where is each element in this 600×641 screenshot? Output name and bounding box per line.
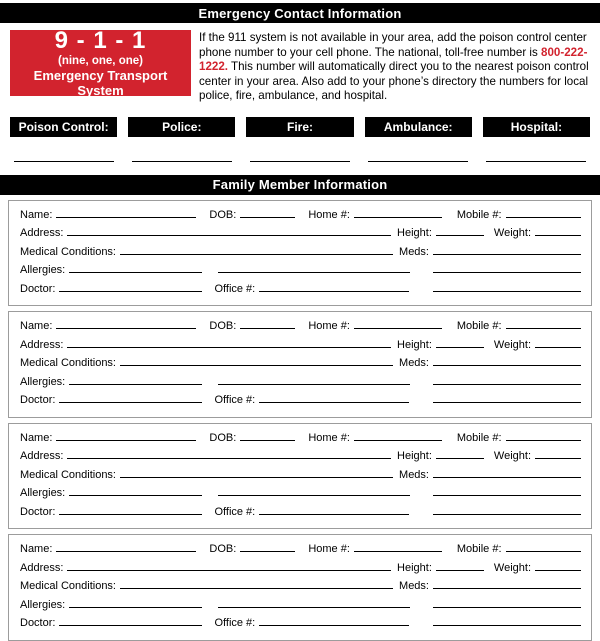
- dob-label: DOB:: [209, 208, 237, 221]
- home-phone-field-line[interactable]: [354, 440, 442, 441]
- emergency-number-phonetic: (nine, one, one): [58, 55, 143, 67]
- member-row-medical: [20, 577, 581, 596]
- address-label: Address:: [20, 450, 64, 463]
- medical-conditions-field-line[interactable]: [120, 254, 393, 255]
- home-phone-label: Home #:: [308, 208, 350, 221]
- intro-text-after: This number will automatically direct you to the nearest poison control center in your area. Also add to your phone’s directory the numbers for local police, fire, ambulance, and hospital.: [199, 60, 589, 103]
- family-member-card: [8, 423, 592, 530]
- member-row-address: [20, 559, 581, 578]
- name-field-line[interactable]: [56, 328, 196, 329]
- allergies-field-line[interactable]: [69, 272, 202, 273]
- contact-label-fire: Fire:: [246, 117, 353, 137]
- doctor-label: Doctor:: [20, 394, 56, 407]
- contact-label-police: Police:: [128, 117, 235, 137]
- contact-line-cell-ambulance: [365, 161, 472, 162]
- medical-conditions-field-line[interactable]: [120, 588, 393, 589]
- doctor-label: Doctor:: [20, 282, 56, 295]
- dob-label: DOB:: [209, 543, 237, 556]
- name-field-line[interactable]: [56, 551, 196, 552]
- member-row-address: [20, 224, 581, 243]
- height-label: Height:: [397, 227, 432, 240]
- contact-label-poison-control: Poison Control:: [10, 117, 117, 137]
- allergies-label: Allergies:: [20, 487, 66, 500]
- member-row-identity: [20, 206, 581, 225]
- intro-section: [10, 27, 590, 104]
- allergies-extra-field-line[interactable]: [218, 272, 410, 273]
- member-row-medical: [20, 354, 581, 373]
- name-label: Name:: [20, 208, 53, 221]
- contact-line-cell-fire: [246, 161, 353, 162]
- office-phone-label: Office #:: [214, 282, 256, 295]
- mobile-phone-label: Mobile #:: [456, 431, 502, 444]
- address-label: Address:: [20, 338, 64, 351]
- intro-text-before: If the 911 system is not available in your area, add the poison control center phone number to your cell phone. The national, toll-free number is: [199, 31, 587, 59]
- family-member-card: [8, 200, 592, 307]
- medical-conditions-field-line[interactable]: [120, 477, 393, 478]
- office-phone-label: Office #:: [214, 505, 256, 518]
- member-row-medical: [20, 466, 581, 485]
- meds-extra-field-line[interactable]: [433, 607, 581, 608]
- allergies-label: Allergies:: [20, 264, 66, 277]
- weight-label: Weight:: [493, 450, 531, 463]
- meds-label: Meds:: [399, 245, 429, 258]
- family-section-title-text: Family Member Information: [212, 177, 388, 193]
- allergies-extra-field-line[interactable]: [218, 384, 410, 385]
- address-label: Address:: [20, 561, 64, 574]
- office-phone-field-line[interactable]: [259, 402, 409, 403]
- name-label: Name:: [20, 431, 53, 444]
- contact-blank-line-hospital[interactable]: [486, 161, 586, 162]
- meds-field-line[interactable]: [433, 477, 581, 478]
- address-field-line[interactable]: [67, 347, 391, 348]
- mobile-phone-label: Mobile #:: [456, 320, 502, 333]
- member-row-medical: [20, 243, 581, 262]
- meds-field-line[interactable]: [433, 254, 581, 255]
- weight-label: Weight:: [493, 338, 531, 351]
- allergies-extra-field-line[interactable]: [218, 495, 410, 496]
- height-field-line[interactable]: [436, 235, 484, 236]
- contact-blank-line-fire[interactable]: [250, 161, 350, 162]
- doctor-field-line[interactable]: [59, 291, 202, 292]
- emergency-number: 9 - 1 - 1: [54, 27, 147, 54]
- contact-blank-line-police[interactable]: [132, 161, 232, 162]
- mobile-phone-field-line[interactable]: [506, 328, 581, 329]
- meds-extra-field-line[interactable]: [433, 272, 581, 273]
- meds-extra-field-line-2[interactable]: [433, 514, 581, 515]
- contact-blank-line-ambulance[interactable]: [368, 161, 468, 162]
- address-field-line[interactable]: [67, 235, 391, 236]
- mobile-phone-field-line[interactable]: [506, 440, 581, 441]
- contact-line-cell-hospital: [483, 161, 590, 162]
- home-phone-label: Home #:: [308, 431, 350, 444]
- family-member-card: [8, 311, 592, 418]
- meds-extra-field-line-2[interactable]: [433, 291, 581, 292]
- meds-extra-field-line[interactable]: [433, 384, 581, 385]
- intro-paragraph: [199, 30, 590, 104]
- contact-label-hospital: Hospital:: [483, 117, 590, 137]
- medical-conditions-label: Medical Conditions:: [20, 468, 116, 481]
- member-row-allergies: [20, 484, 581, 503]
- member-row-allergies: [20, 596, 581, 615]
- home-phone-field-line[interactable]: [354, 551, 442, 552]
- allergies-extra-field-line[interactable]: [218, 607, 410, 608]
- weight-field-line[interactable]: [535, 570, 581, 571]
- medical-conditions-label: Medical Conditions:: [20, 580, 116, 593]
- meds-extra-field-line-2[interactable]: [433, 625, 581, 626]
- height-field-line[interactable]: [436, 458, 484, 459]
- dob-field-line[interactable]: [240, 328, 295, 329]
- mobile-phone-field-line[interactable]: [506, 217, 581, 218]
- dob-field-line[interactable]: [240, 440, 295, 441]
- member-row-address: [20, 447, 581, 466]
- home-phone-field-line[interactable]: [354, 217, 442, 218]
- family-members: [0, 200, 600, 641]
- allergies-field-line[interactable]: [69, 495, 202, 496]
- office-phone-field-line[interactable]: [259, 514, 409, 515]
- mobile-phone-label: Mobile #:: [456, 208, 502, 221]
- member-row-allergies: [20, 261, 581, 280]
- dob-field-line[interactable]: [240, 217, 295, 218]
- meds-label: Meds:: [399, 580, 429, 593]
- height-field-line[interactable]: [436, 347, 484, 348]
- home-phone-label: Home #:: [308, 320, 350, 333]
- office-phone-field-line[interactable]: [259, 625, 409, 626]
- name-field-line[interactable]: [56, 440, 196, 441]
- dob-field-line[interactable]: [240, 551, 295, 552]
- weight-field-line[interactable]: [535, 235, 581, 236]
- home-phone-field-line[interactable]: [354, 328, 442, 329]
- height-label: Height:: [397, 450, 432, 463]
- page-title-text: Emergency Contact Information: [198, 5, 402, 21]
- weight-label: Weight:: [493, 561, 531, 574]
- doctor-field-line[interactable]: [59, 402, 202, 403]
- meds-label: Meds:: [399, 357, 429, 370]
- contact-line-cell-poison-control: [10, 161, 117, 162]
- height-label: Height:: [397, 338, 432, 351]
- height-label: Height:: [397, 561, 432, 574]
- doctor-label: Doctor:: [20, 505, 56, 518]
- name-label: Name:: [20, 320, 53, 333]
- office-phone-label: Office #:: [214, 617, 256, 630]
- office-phone-label: Office #:: [214, 394, 256, 407]
- member-row-identity: [20, 429, 581, 448]
- weight-field-line[interactable]: [535, 458, 581, 459]
- doctor-label: Doctor:: [20, 617, 56, 630]
- poison-control-phone-number: 800-222-1222.: [199, 45, 588, 74]
- meds-label: Meds:: [399, 468, 429, 481]
- family-section-title: [0, 175, 600, 195]
- meds-field-line[interactable]: [433, 588, 581, 589]
- emergency-transport-label: Emergency Transport System: [33, 68, 168, 98]
- office-phone-field-line[interactable]: [259, 291, 409, 292]
- allergies-field-line[interactable]: [69, 607, 202, 608]
- doctor-field-line[interactable]: [59, 514, 202, 515]
- height-field-line[interactable]: [436, 570, 484, 571]
- mobile-phone-field-line[interactable]: [506, 551, 581, 552]
- member-row-doctor: [20, 503, 581, 522]
- member-row-doctor: [20, 280, 581, 299]
- family-member-card: [8, 534, 592, 641]
- contact-blank-line-poison-control[interactable]: [14, 161, 114, 162]
- dob-label: DOB:: [209, 431, 237, 444]
- home-phone-label: Home #:: [308, 543, 350, 556]
- weight-label: Weight:: [493, 227, 531, 240]
- member-row-identity: [20, 540, 581, 559]
- page-title: [0, 3, 600, 23]
- member-row-doctor: [20, 614, 581, 633]
- contact-line-cell-police: [128, 161, 235, 162]
- contact-lines-row: [10, 161, 590, 162]
- member-row-allergies: [20, 373, 581, 392]
- address-field-line[interactable]: [67, 458, 391, 459]
- mobile-phone-label: Mobile #:: [456, 543, 502, 556]
- member-row-identity: [20, 317, 581, 336]
- contact-labels-row: [10, 117, 590, 137]
- medical-conditions-field-line[interactable]: [120, 365, 393, 366]
- contact-label-ambulance: Ambulance:: [365, 117, 472, 137]
- allergies-label: Allergies:: [20, 375, 66, 388]
- meds-extra-field-line-2[interactable]: [433, 402, 581, 403]
- allergies-label: Allergies:: [20, 598, 66, 611]
- member-row-doctor: [20, 391, 581, 410]
- member-row-address: [20, 336, 581, 355]
- name-label: Name:: [20, 543, 53, 556]
- dob-label: DOB:: [209, 320, 237, 333]
- meds-extra-field-line[interactable]: [433, 495, 581, 496]
- emergency-911-box: [10, 27, 191, 98]
- medical-conditions-label: Medical Conditions:: [20, 245, 116, 258]
- address-field-line[interactable]: [67, 570, 391, 571]
- doctor-field-line[interactable]: [59, 625, 202, 626]
- weight-field-line[interactable]: [535, 347, 581, 348]
- meds-field-line[interactable]: [433, 365, 581, 366]
- allergies-field-line[interactable]: [69, 384, 202, 385]
- address-label: Address:: [20, 227, 64, 240]
- medical-conditions-label: Medical Conditions:: [20, 357, 116, 370]
- name-field-line[interactable]: [56, 217, 196, 218]
